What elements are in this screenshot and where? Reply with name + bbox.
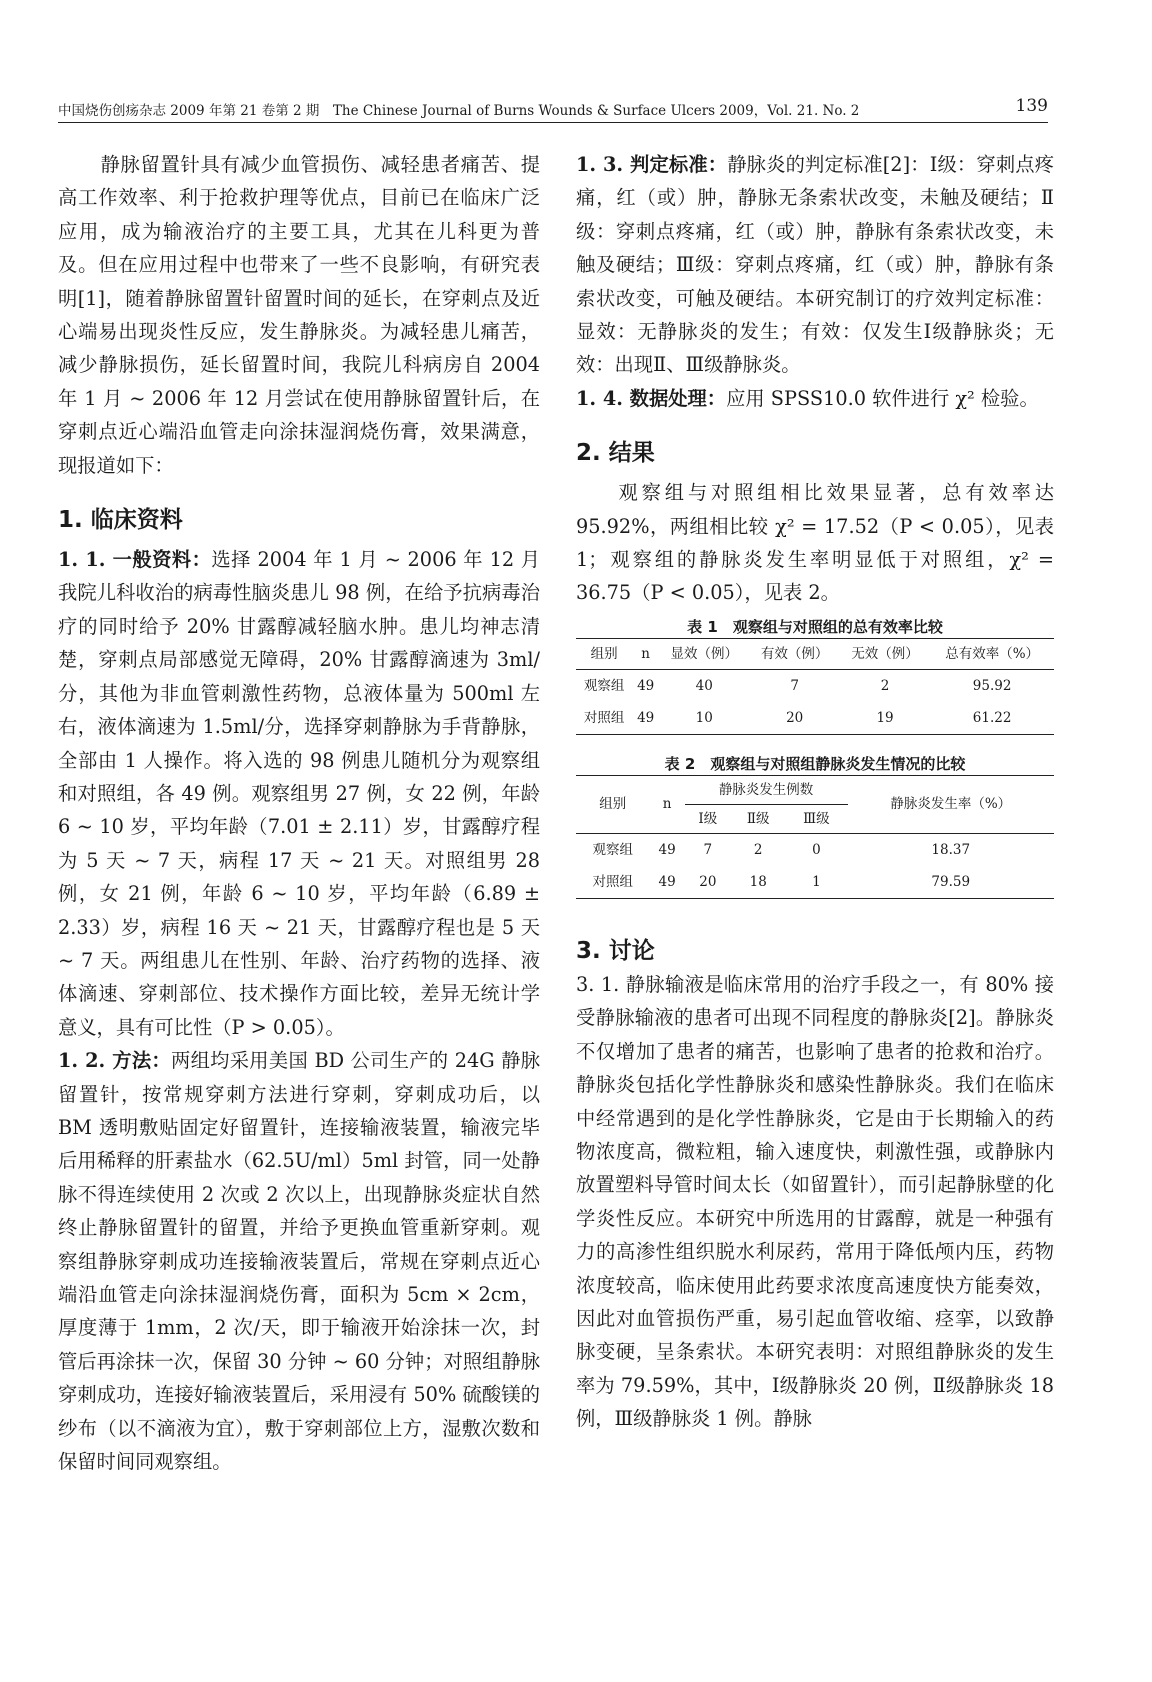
table-cell: 40 [695, 677, 713, 694]
table-row [576, 833, 1054, 866]
section-1-2-label: 1. 2. 方法： [58, 1049, 171, 1073]
table-cell: 49 [637, 709, 655, 726]
section-1-4-label: 1. 4. 数据处理： [576, 386, 727, 410]
table-1-header: 总有效率（%） [930, 638, 1054, 669]
table-1-header: 显效（例） [659, 638, 749, 669]
section-1-3-text: 静脉炎的判定标准[2]：Ⅰ级：穿刺点疼痛，红（或）肿，静脉无条索状改变，未触及硬结；Ⅱ级：穿刺点疼痛，红（或）肿，静脉有条索状改变，未触及硬结；Ⅲ级：穿刺点疼痛，红（或）肿，静脉有条索状改变，可触及硬结。本研究制订的疗效判定标准：显效：无静脉炎的发生；有效：仅发生Ⅰ级静脉炎；无效：出现Ⅱ、Ⅲ级静脉炎。 [576, 153, 1054, 377]
table-cell: 观察组 [592, 841, 634, 858]
table-2-grid [576, 775, 1054, 899]
table-cell: 7 [790, 677, 799, 694]
table-cell: 20 [786, 709, 804, 726]
table-2-header-grade-1: Ⅰ级 [685, 804, 731, 833]
intro-paragraph: 静脉留置针具有减少血管损伤、减轻患者痛苦、提高工作效率、利于抢救护理等优点，目前已在临床广泛应用，成为输液治疗的主要工具，尤其在儿科更为普及。但在应用过程中也带来了一些不良影响，有研究表明[1]，随着静脉留置针留置时间的延长，在穿刺点及近心端易出现炎性反应，发生静脉炎。为减轻患儿痛苦，减少静脉损伤，延长留置时间，我院儿科病房自 2004 年 1 月 ~ 2006 年 12 月尝试在使用静脉留置针后，在穿刺点近心端沿血管走向涂抹湿润烧伤膏，效果满意，现报道如下： [58, 153, 540, 477]
table-cell: 49 [637, 677, 655, 694]
table-cell: 18 [749, 873, 767, 890]
journal-citation: 中国烧伤创疡杂志 2009 年第 21 卷第 2 期 The Chinese Journal of Burns Wounds & Surface Ulcers 2009，Vol. 21. No. 2 [58, 103, 860, 119]
section-1-3-label: 1. 3. 判定标准： [576, 153, 728, 176]
section-1-2-text: 两组均采用美国 BD 公司生产的 24G 静脉留置针，按常规穿刺方法进行穿刺，穿刺成功后，以 BM 透明敷贴固定好留置针，连接输液装置，输液完毕后用稀释的肝素盐水（62.5U/ml）5ml 封管，同一处静脉不得连续使用 2 次或 2 次以上，出现静脉炎症状自然终止静脉留置针的留置，并给予更换血管重新穿刺。观察组静脉穿刺成功连接输液装置后，常规在穿刺点近心端沿血管走向涂抹湿润烧伤膏，面积为 5cm × 2cm，厚度薄于 1mm，2 次/天，即于输液开始涂抹一次，封管后再涂抹一次，保留 30 分钟 ~ 60 分钟；对照组静脉穿刺成功，连接好输液装置后，采用浸有 50% 硫酸镁的纱布（以不滴液为宜），敷于穿刺部位上方，湿敷次数和保留时间同观察组。 [58, 1049, 540, 1474]
table-cell: 95.92 [972, 677, 1012, 694]
table-1-grid [576, 638, 1054, 735]
table-cell: 对照组 [592, 873, 634, 890]
table-row [576, 866, 1054, 899]
table-2-header-grade-2: Ⅱ级 [731, 804, 785, 833]
table-1-header: 无效（例） [840, 638, 930, 669]
table-cell: 2 [753, 841, 763, 858]
table-cell: 对照组 [583, 709, 625, 726]
table-cell: 1 [812, 873, 821, 890]
table-2-header-group: 组别 [576, 775, 650, 833]
section-3-1-paragraph: 3. 1. 静脉输液是临床常用的治疗手段之一，有 80% 接受静脉输液的患者可出现不同程度的静脉炎[2]。静脉炎不仅增加了患者的痛苦，也影响了患者的抢救和治疗。静脉炎包括化学性静脉炎和感染性静脉炎。我们在临床中经常遇到的是化学性静脉炎，它是由于长期输入的药物浓度高，微粒粗，输入速度快，刺激性强，或静脉内放置塑料导管时间太长（如留置针），而引起静脉壁的化学炎性反应。本研究中所选用的甘露醇，就是一种强有力的高渗性组织脱水利尿药，常用于降低颅内压，药物浓度较高，临床使用此药要求浓度高速度快方能奏效，因此对血管损伤严重，易引起血管收缩、痉挛，以致静脉变硬，呈条索状。本研究表明：对照组静脉炎的发生率为 79.59%，其中，Ⅰ级静脉炎 20 例，Ⅱ级静脉炎 18 例，Ⅲ级静脉炎 1 例。静脉 [576, 972, 1054, 1431]
table-1 [576, 616, 1054, 735]
section-1-heading: 1. 临床资料 [58, 507, 183, 534]
left-column [58, 148, 540, 1478]
table-2 [576, 753, 1054, 899]
section-1-4-text: 应用 SPSS10.0 软件进行 χ² 检验。 [726, 386, 1039, 410]
table-2-header-grade-3: Ⅲ级 [785, 804, 847, 833]
right-column [576, 148, 1054, 1436]
table-cell: 79.59 [931, 873, 971, 890]
table-1-header: 组别 [576, 638, 632, 669]
table-2-header-n: n [650, 775, 685, 833]
table-cell: 20 [699, 873, 717, 890]
running-header [58, 96, 1048, 123]
results-paragraph: 观察组与对照组相比效果显著，总有效率达 95.92%，两组相比较 χ² = 17.52（P < 0.05），见表 1；观察组的静脉炎发生率明显低于对照组，χ² = 36.75（P < 0.05），见表 2。 [576, 481, 1054, 605]
table-cell: 观察组 [583, 677, 625, 694]
page-number: 139 [1015, 96, 1048, 116]
table-2-header-cases: 静脉炎发生例数 [718, 781, 814, 798]
table-cell: 19 [876, 709, 894, 726]
table-cell: 49 [658, 873, 676, 890]
table-row [576, 702, 1054, 735]
table-cell: 0 [812, 841, 821, 858]
section-1-2-paragraph [58, 1044, 540, 1478]
table-cell: 61.22 [972, 709, 1012, 726]
section-1-1-label: 1. 1. 一般资料： [58, 548, 212, 572]
section-1-1-paragraph [58, 543, 540, 1044]
table-2-caption: 表 2 观察组与对照组静脉炎发生情况的比较 [664, 754, 966, 773]
table-2-header-rate: 静脉炎发生率（%） [848, 775, 1055, 833]
table-cell: 7 [703, 841, 713, 858]
table-cell: 10 [695, 709, 713, 726]
table-1-caption: 表 1 观察组与对照组的总有效率比较 [687, 617, 943, 636]
table-1-header: n [632, 638, 659, 669]
section-1-1-text: 选择 2004 年 1 月 ~ 2006 年 12 月我院儿科收治的病毒性脑炎患儿 98 例，在给予抗病毒治疗的同时给予 20% 甘露醇减轻脑水肿。患儿均神志清楚，穿刺点局部感觉无障碍，20% 甘露醇滴速为 3ml/分，其他为非血管刺激性药物，总液体量为 500ml 左右，液体滴速为 1.5ml/分，选择穿刺静脉为手背静脉，全部由 1 人操作。将入选的 98 例患儿随机分为观察组和对照组，各 49 例。观察组男 27 例，女 22 例，年龄 6 ~ 10 岁，平均年龄（7.01 ± 2.11）岁，甘露醇疗程为 5 天 ~ 7 天，病程 17 天 ~ 21 天。对照组男 28 例，女 21 例，年龄 6 ~ 10 岁，平均年龄（6.89 ± 2.33）岁，病程 16 天 ~ 21 天，甘露醇疗程也是 5 天 ~ 7 天。两组患儿在性别、年龄、治疗药物的选择、液体滴速、穿刺部位、技术操作方面比较，差异无统计学意义，具有可比性（P > 0.05）。 [58, 548, 540, 1039]
table-row [576, 669, 1054, 702]
section-2-heading: 2. 结果 [576, 440, 655, 467]
table-cell: 18.37 [931, 841, 971, 858]
table-1-header: 有效（例） [749, 638, 839, 669]
section-3-heading: 3. 讨论 [576, 937, 655, 964]
table-cell: 2 [880, 677, 890, 694]
table-cell: 49 [658, 841, 676, 858]
section-1-3-paragraph [576, 148, 1054, 382]
section-1-4-paragraph [576, 382, 1054, 415]
